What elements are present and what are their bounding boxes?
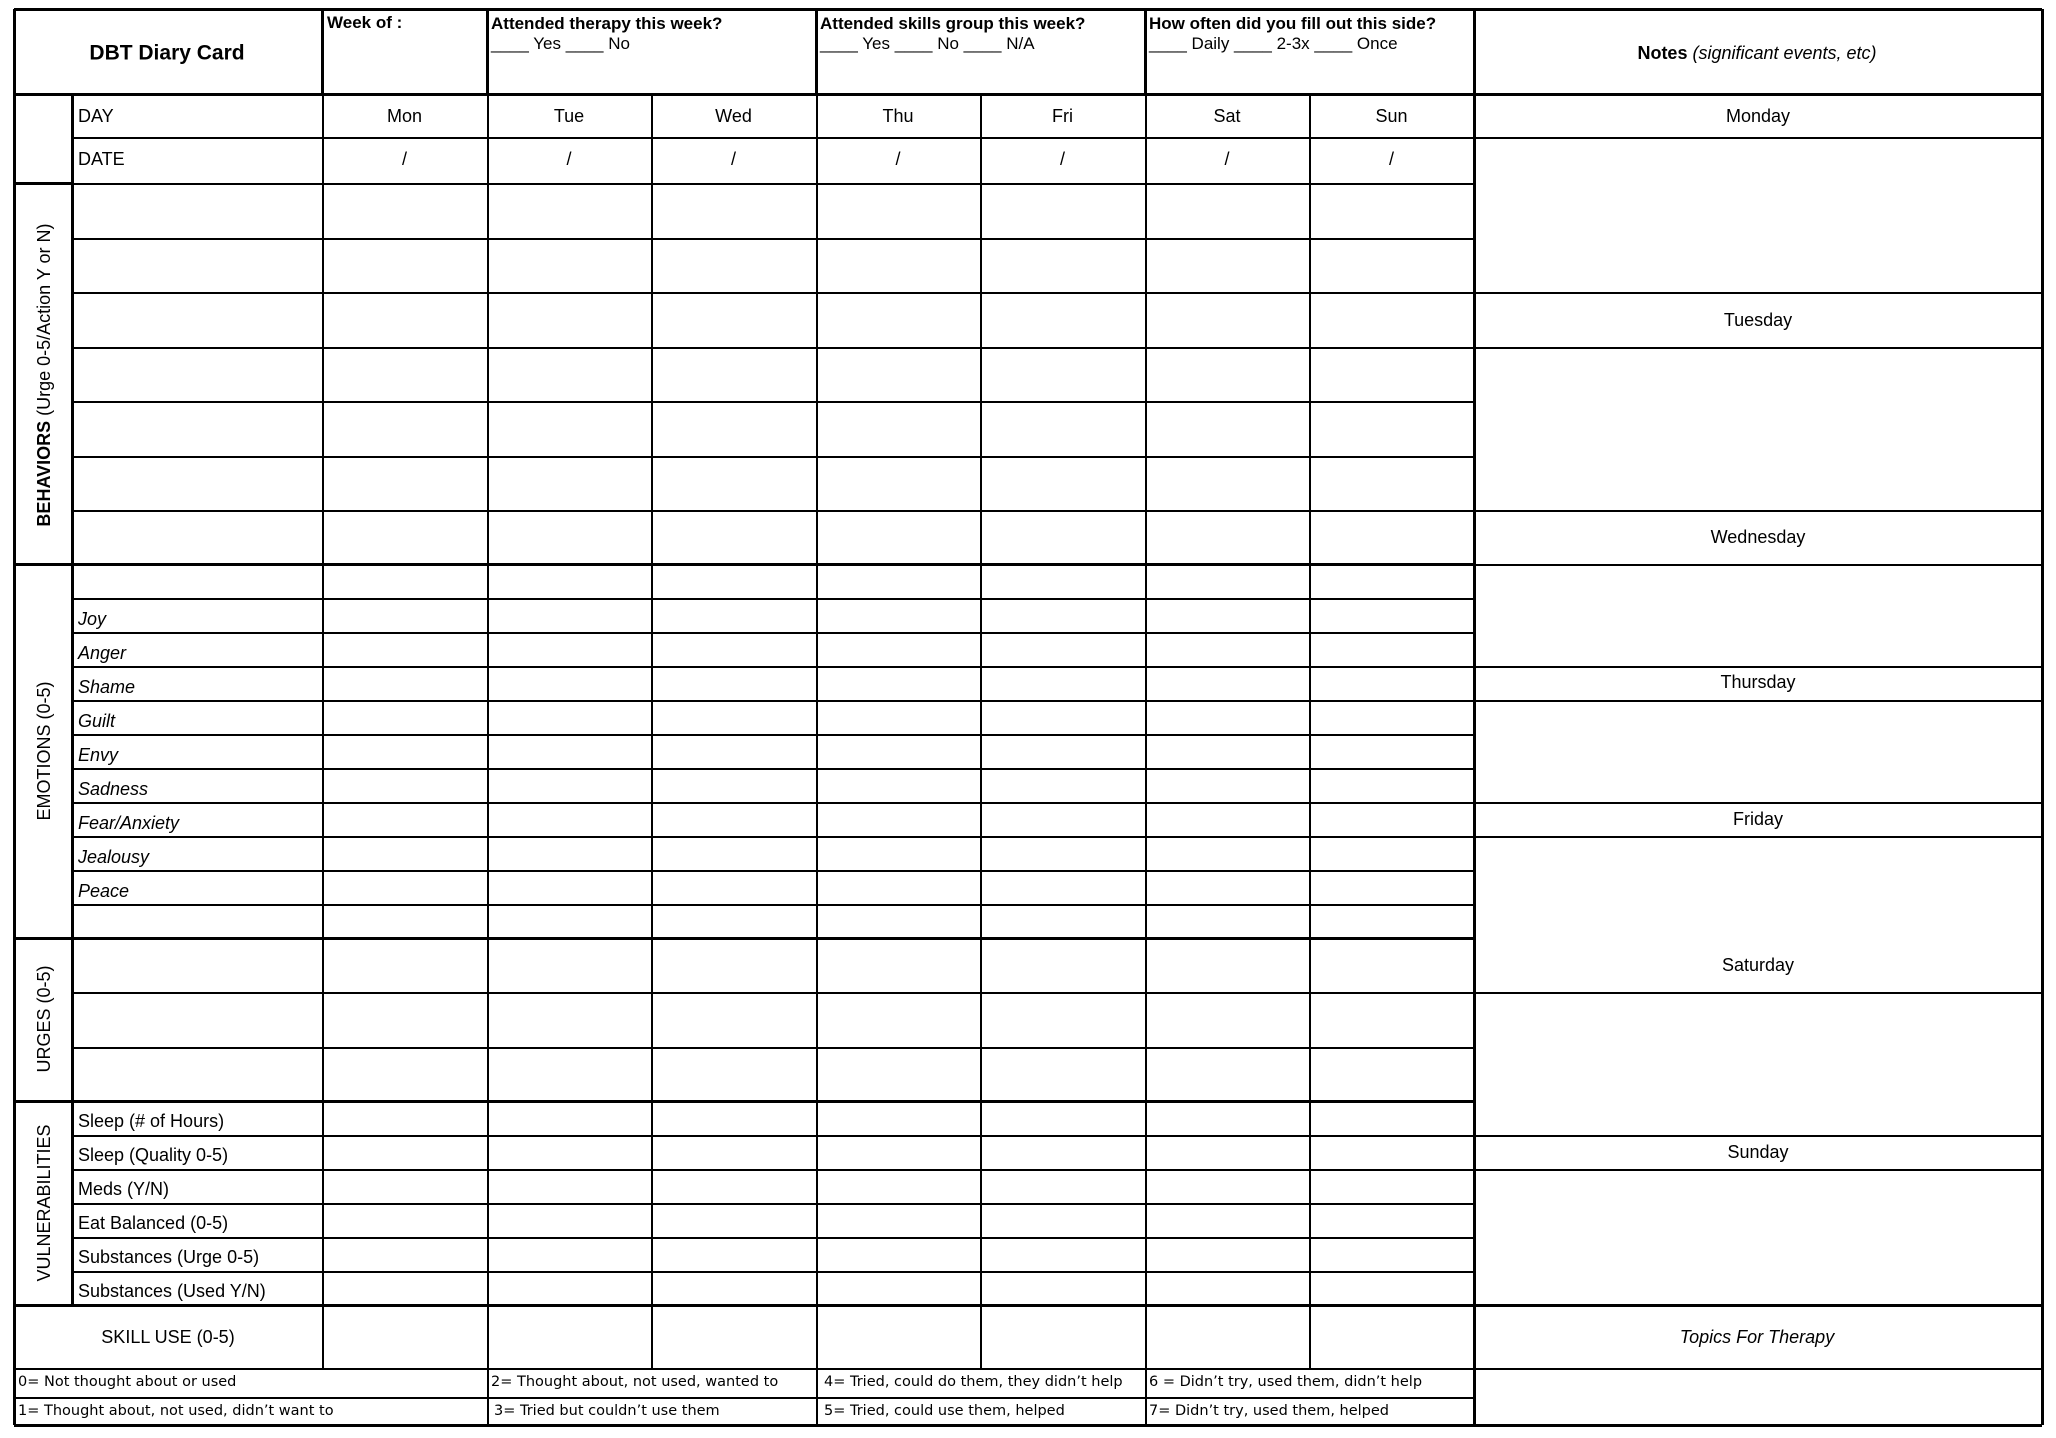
- fill-frequency-question: How often did you fill out this side?: [1149, 14, 1437, 33]
- skills-group-question: Attended skills group this week?: [820, 14, 1086, 33]
- therapy-question: Attended therapy this week?: [491, 14, 723, 33]
- column-line: [322, 94, 324, 1368]
- column-line: [651, 94, 653, 1368]
- notes-line: [1474, 347, 2042, 349]
- column-line: [1145, 94, 1147, 1368]
- notes-day-thursday: Thursday: [1720, 672, 1796, 692]
- notes-line: [1474, 836, 2042, 838]
- row-line: [72, 768, 1474, 770]
- emotion-label-anger: Anger: [78, 643, 127, 663]
- row-line: [72, 401, 1474, 403]
- notes-day-sunday: Sunday: [1727, 1142, 1789, 1162]
- header-divider: [14, 93, 2042, 96]
- legend-item: 4= Tried, could do them, they didn’t help: [824, 1373, 1123, 1390]
- notes-line: [1474, 1135, 2042, 1137]
- row-line: [72, 347, 1474, 349]
- topics-border: [1474, 1304, 2042, 1307]
- row-line: [72, 1203, 1474, 1205]
- header-divider: [321, 9, 324, 94]
- section-divider: [72, 937, 1474, 940]
- notes-line: [1474, 564, 2042, 566]
- notes-line: [1474, 992, 2042, 994]
- legend-column-line: [487, 1368, 489, 1425]
- row-line: [72, 238, 1474, 240]
- column-line: [980, 94, 982, 1368]
- outer-border: [13, 9, 16, 1425]
- date-field-sun[interactable]: /: [1388, 149, 1395, 169]
- row-line: [72, 1169, 1474, 1171]
- legend-item: 6 = Didn’t try, used them, didn’t help: [1149, 1373, 1423, 1390]
- notes-line: [1474, 666, 2042, 668]
- urges-section-title: URGES (0-5): [34, 965, 54, 1073]
- section-divider: [72, 1100, 1474, 1103]
- row-line: [72, 666, 1474, 668]
- behaviors-title-bold: BEHAVIORS: [34, 420, 54, 527]
- day-row-label: DAY: [78, 106, 114, 126]
- outer-border: [14, 8, 2042, 11]
- vulnerability-label: Eat Balanced (0-5): [78, 1213, 229, 1233]
- row-line: [72, 456, 1474, 458]
- date-field-wed[interactable]: /: [730, 149, 737, 169]
- legend-item: 0= Not thought about or used: [18, 1373, 237, 1390]
- skill-use-label: SKILL USE (0-5): [101, 1327, 235, 1347]
- vulnerabilities-section-title: VULNERABILITIES: [34, 1124, 54, 1282]
- legend-column-line: [1145, 1368, 1147, 1425]
- emotion-label-fear-anxiety: Fear/Anxiety: [78, 813, 180, 833]
- legend-item: 3= Tried but couldn’t use them: [494, 1402, 720, 1419]
- section-divider: [14, 937, 72, 940]
- vulnerability-label: Sleep (# of Hours): [78, 1111, 225, 1131]
- vulnerability-label: Substances (Urge 0-5): [78, 1247, 260, 1267]
- emotions-section-title: EMOTIONS (0-5): [34, 681, 54, 821]
- fill-frequency-options[interactable]: ____ Daily ____ 2-3x ____ Once: [1149, 34, 1398, 53]
- day-header-sat: Sat: [1213, 106, 1241, 126]
- date-row-label: DATE: [78, 149, 125, 169]
- behaviors-title-rest: (Urge 0-5/Action Y or N): [34, 223, 54, 416]
- behaviors-section-title: [35, 223, 53, 526]
- notes-label: Notes: [1637, 43, 1688, 63]
- column-line: [1309, 94, 1311, 1368]
- notes-panel-border: [1473, 9, 1476, 1425]
- emotion-label-joy: Joy: [78, 609, 107, 629]
- outer-border: [2041, 9, 2044, 1425]
- legend-item: 1= Thought about, not used, didn’t want to: [18, 1402, 334, 1419]
- notes-line: [1474, 510, 2042, 512]
- notes-line: [1474, 137, 2042, 139]
- notes-day-friday: Friday: [1732, 809, 1784, 829]
- column-line: [487, 94, 489, 1368]
- column-line: [816, 94, 818, 1368]
- outer-border: [14, 1424, 2042, 1427]
- notes-line: [1474, 700, 2042, 702]
- date-field-sat[interactable]: /: [1224, 149, 1230, 169]
- header-divider: [1144, 9, 1147, 94]
- topics-border: [1474, 1368, 2042, 1370]
- row-line: [72, 992, 1474, 994]
- emotion-label-jealousy: Jealousy: [78, 847, 150, 867]
- row-line: [72, 870, 1474, 872]
- notes-day-wednesday: Wednesday: [1710, 527, 1806, 547]
- row-line: [72, 632, 1474, 634]
- row-line: [72, 1047, 1474, 1049]
- day-header-tue: Tue: [553, 106, 585, 126]
- date-field-mon[interactable]: /: [401, 149, 408, 169]
- legend-column-line: [816, 1368, 818, 1425]
- section-divider: [72, 563, 1474, 566]
- row-line: [72, 700, 1474, 702]
- row-line: [72, 183, 1474, 185]
- row-line: [72, 1135, 1474, 1137]
- vulnerability-label: Sleep (Quality 0-5): [78, 1145, 229, 1165]
- row-line: [72, 510, 1474, 512]
- header-divider: [486, 9, 489, 94]
- row-line: [72, 734, 1474, 736]
- day-header-mon: Mon: [386, 106, 423, 126]
- vulnerability-label: Meds (Y/N): [78, 1179, 170, 1199]
- day-header-thu: Thu: [882, 106, 914, 126]
- day-header-sun: Sun: [1375, 106, 1408, 126]
- emotion-label-guilt: Guilt: [78, 711, 116, 731]
- notes-header: [1637, 44, 1876, 62]
- day-header-wed: Wed: [715, 106, 752, 126]
- emotion-label-shame: Shame: [78, 677, 136, 697]
- date-field-thu[interactable]: /: [895, 149, 901, 169]
- legend-item: 2= Thought about, not used, wanted to: [491, 1373, 779, 1390]
- header-divider: [815, 9, 818, 94]
- section-divider: [14, 1100, 72, 1103]
- row-line: [72, 292, 1474, 294]
- notes-day-tuesday: Tuesday: [1723, 310, 1793, 330]
- emotion-label-envy: Envy: [78, 745, 119, 765]
- row-line: [72, 802, 1474, 804]
- notes-day-monday: Monday: [1725, 106, 1791, 126]
- row-line: [72, 836, 1474, 838]
- skills-group-options[interactable]: ____ Yes ____ No ____ N/A: [820, 34, 1035, 53]
- legend-item: 5= Tried, could use them, helped: [824, 1402, 1065, 1419]
- notes-hint: (significant events, etc): [1692, 43, 1877, 63]
- day-header-fri: Fri: [1052, 106, 1073, 126]
- notes-day-saturday: Saturday: [1721, 955, 1795, 975]
- date-field-fri[interactable]: /: [1059, 149, 1066, 169]
- card-title: DBT Diary Card: [89, 41, 245, 65]
- legend-line: [14, 1397, 1474, 1399]
- skill-use-border: [14, 1368, 1474, 1370]
- legend-item: 7= Didn’t try, used them, helped: [1149, 1402, 1390, 1419]
- emotion-label-sadness: Sadness: [78, 779, 149, 799]
- skills-group-attendance: [820, 14, 1085, 54]
- row-line: [72, 1271, 1474, 1273]
- emotion-label-peace: Peace: [78, 881, 130, 901]
- section-divider: [14, 563, 72, 566]
- notes-line: [1474, 802, 2042, 804]
- notes-line: [1474, 292, 2042, 294]
- section-divider: [14, 182, 72, 185]
- fill-frequency: [1149, 14, 1436, 54]
- row-line: [72, 904, 1474, 906]
- date-field-tue[interactable]: /: [566, 149, 572, 169]
- therapy-options[interactable]: ____ Yes ____ No: [491, 34, 630, 53]
- week-of-label: Week of :: [327, 13, 403, 32]
- skill-use-border: [14, 1304, 1474, 1307]
- row-line: [72, 1237, 1474, 1239]
- notes-line: [1474, 1169, 2042, 1171]
- therapy-attendance: [491, 14, 722, 54]
- row-line: [72, 598, 1474, 600]
- topics-for-therapy-label: Topics For Therapy: [1679, 1327, 1835, 1347]
- vulnerability-label: Substances (Used Y/N): [78, 1281, 266, 1301]
- row-line: [72, 137, 1474, 139]
